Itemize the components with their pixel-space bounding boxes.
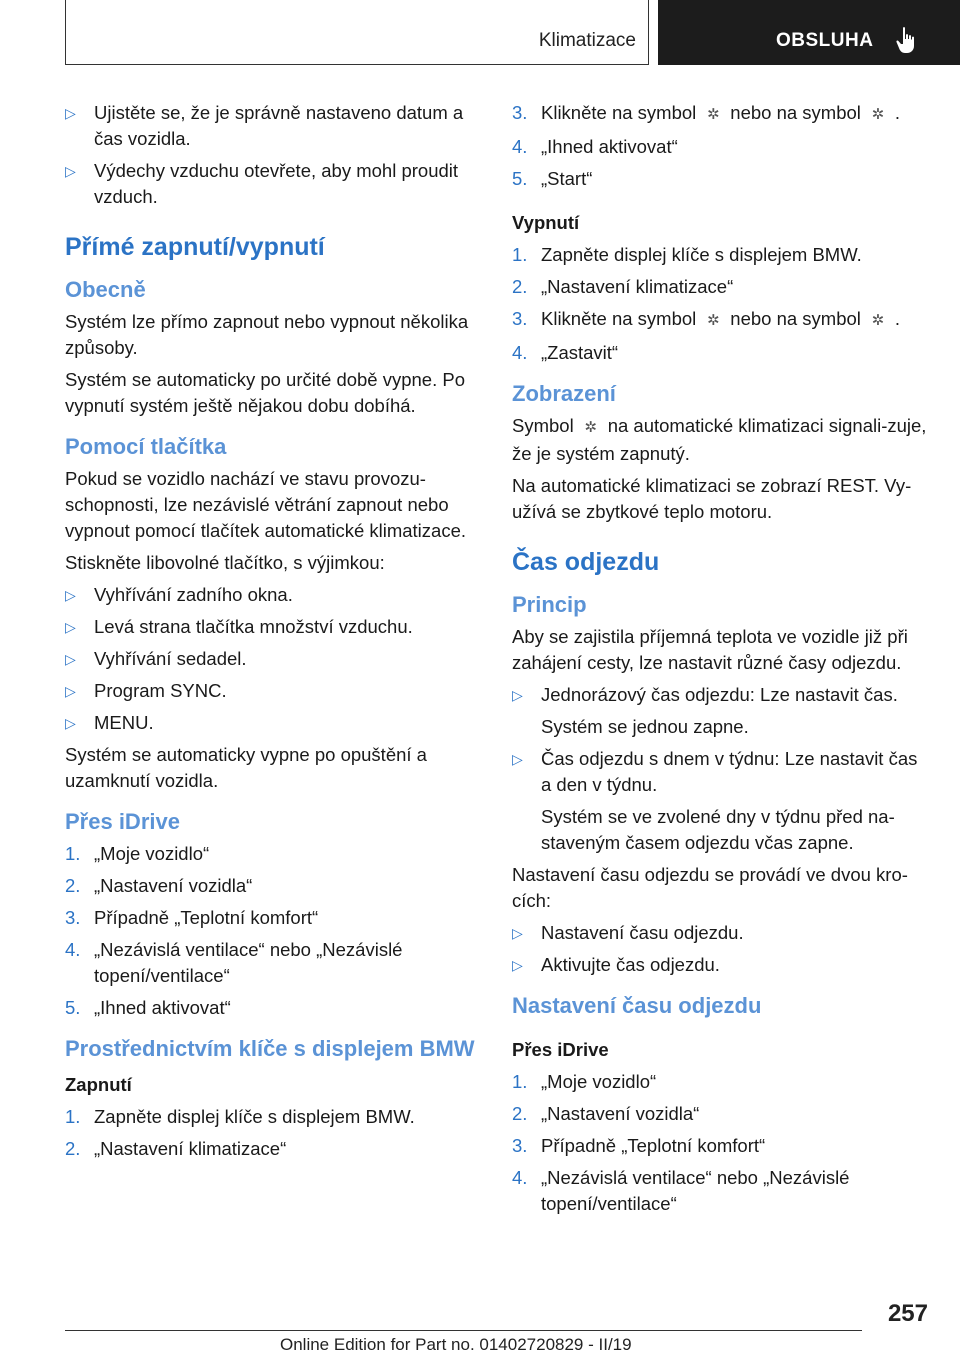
fan-heat-icon: ✲ [871, 106, 885, 123]
list-item: 1. „Moje vozidlo“ [65, 843, 210, 864]
fan-icon: ✲ [706, 312, 720, 329]
list-item: 5. „Ihned aktivovat“ [65, 997, 231, 1018]
header-rule-left [65, 0, 66, 65]
list-item: 2. „Nastavení vozidla“ [512, 1103, 700, 1124]
list-item: 4. „Zastavit“ [512, 342, 619, 363]
subsection-heading: Princip [512, 592, 587, 617]
minor-heading: Přes iDrive [512, 1039, 609, 1060]
triangle-bullet-icon: ▷ [65, 587, 76, 603]
paragraph: Na automatické klimatizaci se zobrazí REST. Vy-užívá se zbytkové teplo motoru. [512, 475, 912, 522]
triangle-bullet-icon: ▷ [512, 687, 523, 703]
subsection-heading: Zobrazení [512, 381, 616, 406]
subsection-heading: Prostřednictvím klíče s displejem BMW [65, 1036, 475, 1061]
section-heading: Přímé zapnutí/vypnutí [65, 233, 325, 261]
list-item: 2. „Nastavení klimatizace“ [512, 276, 734, 297]
header-rule-right [648, 0, 649, 65]
list-item: ▷ Ujistěte se, že je správně nastaveno datum a čas vozidla. [65, 102, 464, 149]
triangle-bullet-icon: ▷ [65, 163, 76, 179]
section-heading: Čas odjezdu [512, 548, 660, 576]
fan-icon: ✲ [584, 419, 597, 436]
triangle-bullet-icon: ▷ [65, 683, 76, 699]
list-item: 2. „Nastavení vozidla“ [65, 875, 253, 896]
list-item: ▷ Vyhřívání zadního okna. [65, 582, 485, 608]
triangle-bullet-icon: ▷ [512, 925, 523, 941]
list-item: 3. Případně „Teplotní komfort“ [512, 1135, 766, 1156]
minor-heading: Vypnutí [512, 212, 580, 233]
triangle-bullet-icon: ▷ [65, 105, 76, 121]
triangle-bullet-icon: ▷ [65, 651, 76, 667]
right-column [512, 100, 932, 1223]
subsection-heading: Pomocí tlačítka [65, 434, 227, 459]
list-item: ▷ Aktivujte čas odjezdu. [512, 952, 932, 978]
list-item: 4. „Nezávislá ventilace“ nebo „Nezávislé topení/ventilace“ [65, 939, 403, 986]
paragraph: Systém lze přímo zapnout nebo vypnout několika způsoby. [65, 311, 469, 358]
triangle-bullet-icon: ▷ [512, 957, 523, 973]
fan-heat-icon: ✲ [871, 312, 885, 329]
edition-note: Online Edition for Part no. 01402720829 - II/19 [280, 1335, 632, 1354]
triangle-bullet-icon: ▷ [512, 751, 523, 767]
list-item: 3. Klikněte na symbol ✲ nebo na symbol ✲ . [512, 100, 932, 128]
paragraph: Nastavení času odjezdu se provádí ve dvou kro-cích: [512, 864, 908, 911]
list-item: 4. „Ihned aktivovat“ [512, 136, 678, 157]
triangle-bullet-icon: ▷ [65, 619, 76, 635]
fan-icon: ✲ [706, 106, 720, 123]
footer-rule [65, 1330, 862, 1331]
paragraph: Symbol ✲ na automatické klimatizaci signali-zuje, že je systém zapnutý. [512, 415, 927, 464]
list-item: ▷ MENU. [65, 710, 485, 736]
list-item: ▷ Výdechy vzduchu otevřete, aby mohl proudit vzduch. [65, 160, 459, 207]
list-subtext: Systém se ve zvolené dny v týdnu před na-staveným časem odjezdu včas zapne. [541, 806, 895, 853]
list-item: 1. Zapněte displej klíče s displejem BMW. [512, 244, 862, 265]
list-item: 2. „Nastavení klimatizace“ [65, 1138, 287, 1159]
list-item: ▷ Levá strana tlačítka množství vzduchu. [65, 614, 485, 640]
subsection-heading: Přes iDrive [65, 809, 180, 834]
list-item: 3. Případně „Teplotní komfort“ [65, 907, 319, 928]
list-item: 5. „Start“ [512, 168, 593, 189]
header-rule-bottom [65, 64, 649, 65]
list-item: ▷ Čas odjezdu s dnem v týdnu: Lze nastavit čas a den v týdnu. [512, 748, 918, 795]
list-item: 1. „Moje vozidlo“ [512, 1071, 657, 1092]
paragraph: Systém se automaticky vypne po opuštění a uzamknutí vozidla. [65, 744, 427, 791]
header-section-title: Klimatizace [538, 30, 636, 51]
list-item: ▷ Jednorázový čas odjezdu: Lze nastavit čas. [512, 682, 932, 708]
paragraph: Stiskněte libovolné tlačítko, s výjimkou: [65, 552, 385, 573]
hand-pointer-icon [895, 26, 919, 54]
minor-heading: Zapnutí [65, 1074, 132, 1095]
triangle-bullet-icon: ▷ [65, 715, 76, 731]
header-chapter-label: OBSLUHA [776, 30, 874, 51]
subsection-heading: Nastavení času odjezdu [512, 993, 762, 1018]
page-number: 257 [887, 1300, 928, 1327]
subsection-heading: Obecně [65, 277, 146, 302]
list-item: 3. Klikněte na symbol ✲ nebo na symbol ✲ . [512, 306, 932, 334]
list-subtext: Systém se jednou zapne. [541, 716, 749, 737]
paragraph: Pokud se vozidlo nachází ve stavu provozu-schopnosti, lze nezávislé větrání zapnout nebo vypnout pomocí tlačítek automatické klimatizace. [65, 468, 467, 541]
paragraph: Systém se automaticky po určité době vypne. Po vypnutí systém ještě nějakou dobu dobíhá. [65, 369, 466, 416]
left-column [65, 100, 485, 1168]
list-item: 1. Zapněte displej klíče s displejem BMW. [65, 1106, 415, 1127]
list-item: ▷ Program SYNC. [65, 678, 485, 704]
list-item: ▷ Nastavení času odjezdu. [512, 920, 932, 946]
list-item: ▷ Vyhřívání sedadel. [65, 646, 485, 672]
paragraph: Aby se zajistila příjemná teplota ve vozidle již při zahájení cesty, lze nastavit různé časy odjezdu. [512, 626, 908, 673]
header-chapter-tab [658, 0, 960, 65]
list-item: 4. „Nezávislá ventilace“ nebo „Nezávislé topení/ventilace“ [512, 1167, 850, 1214]
